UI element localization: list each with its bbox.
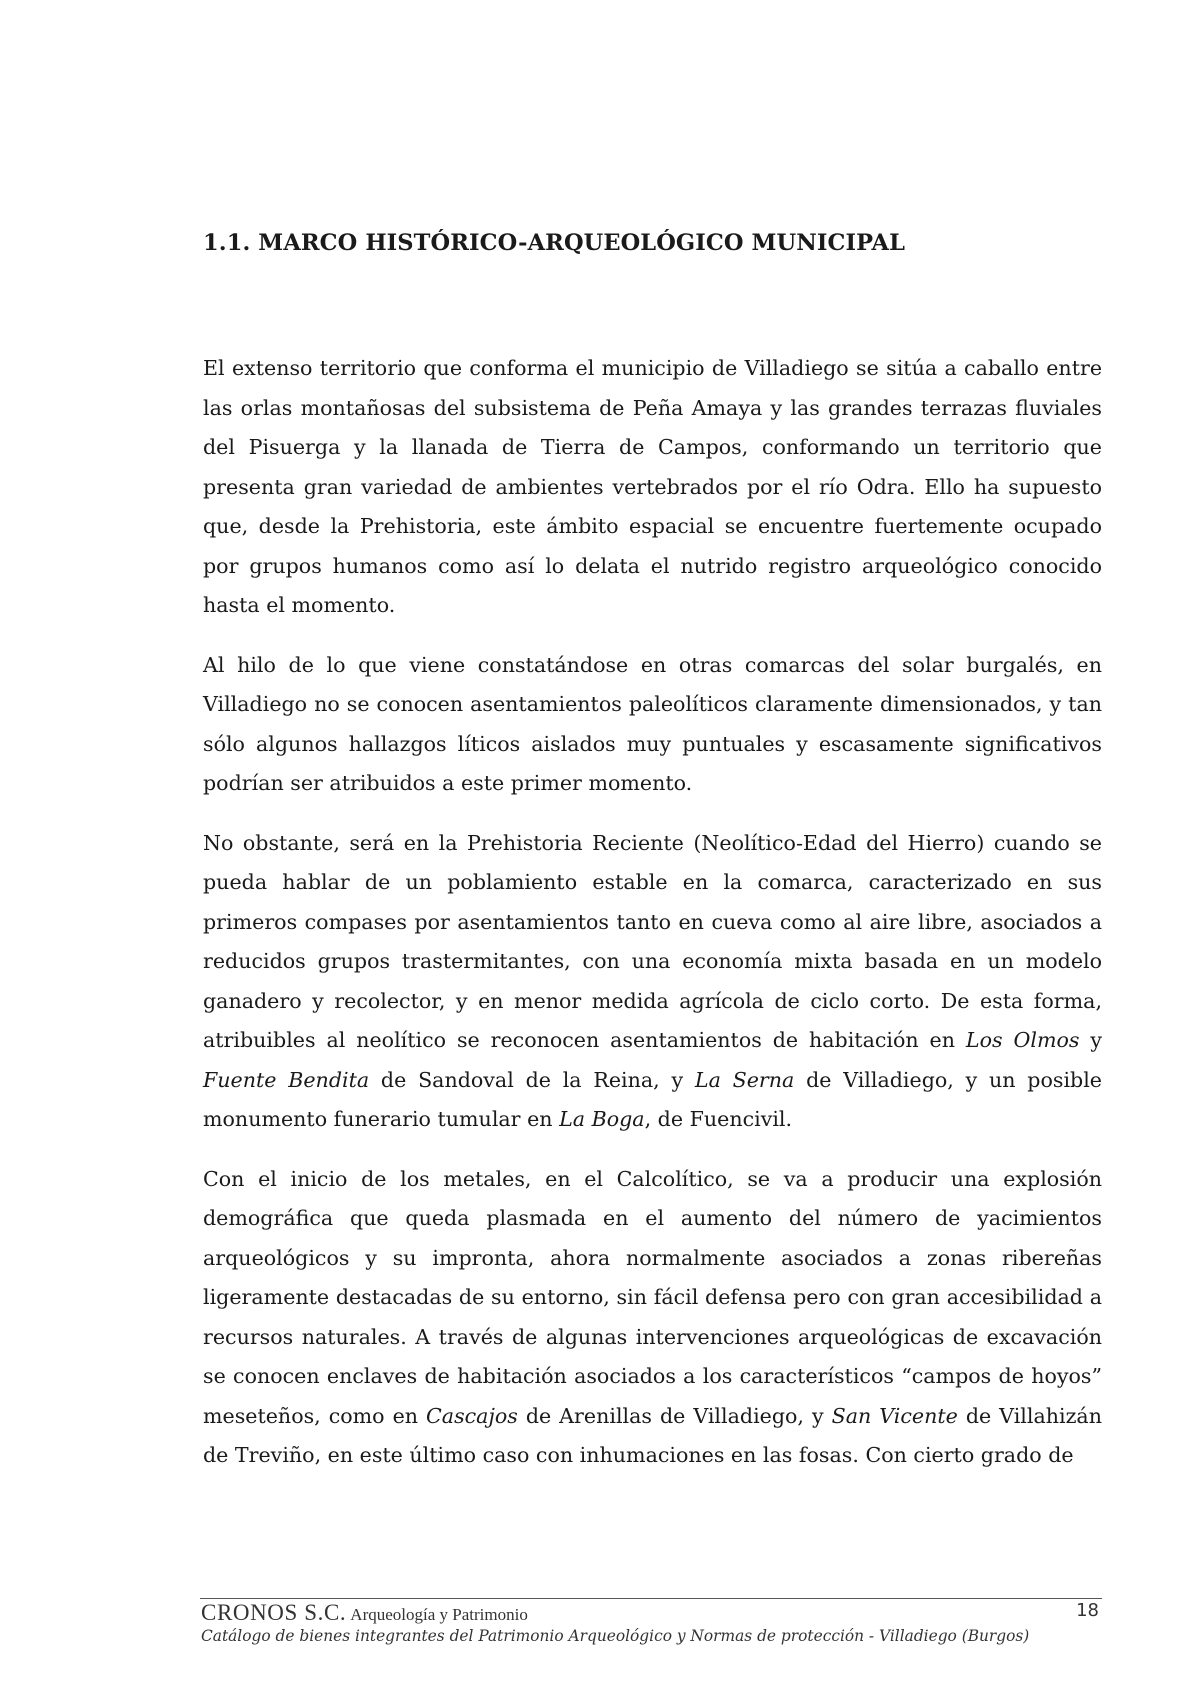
site-name-la-boga: La Boga — [559, 1107, 645, 1131]
site-name-los-olmos: Los Olmos — [965, 1028, 1080, 1052]
paragraph-1: El extenso territorio que conforma el municipio de Villadiego se sitúa a caballo entre las orlas montañosas del subsistema de Peña Amaya y las grandes terrazas fluviales del Pisuerga y la llanada de Tierra de Campos, conformando un territorio que presenta gran variedad de ambientes vertebrados por el río Odra. Ello ha supuesto que, desde la Prehistoria, este ámbito espacial se encuentre fuertemente ocupado por grupos humanos como así lo delata el nutrido registro arqueológico conocido hasta el momento. — [203, 356, 1102, 617]
paragraph-3-text-1: No obstante, será en la Prehistoria Reciente (Neolítico-Edad del Hierro) cuando se pueda hablar de un poblamiento estable en la comarca, caracterizado en sus primeros compases por asentamientos tanto en cueva como al aire libre, asociados a reducidos grupos trastermitantes, con una economía mixta basada en un modelo ganadero y recolector, y en menor medida agrícola de ciclo corto. De esta forma, atribuibles al neolítico se reconocen asentamientos de habitación en — [203, 830, 1102, 1052]
footer-brand: CRONOS S.C. — [201, 1600, 347, 1625]
paragraph-3-text-4: de Villadiego, y un posible monumento funerario tumular en — [203, 1067, 1102, 1131]
site-name-la-serna: La Serna — [694, 1067, 795, 1092]
site-name-cascajos: Cascajos — [426, 1403, 518, 1428]
paragraph-3-text-5: , de Fuencivil. — [644, 1107, 793, 1131]
site-name-fuente-bendita: Fuente Bendita — [203, 1067, 370, 1092]
footer-catalog-title: Catálogo de bienes integrantes del Patrimonio Arqueológico y Normas de protección - Villadiego (Burgos) — [201, 1627, 1030, 1645]
paragraph-4-text-1: Con el inicio de los metales, en el Calcolítico, se va a producir una explosión demográfica que queda plasmada en el aumento del número de yacimientos arqueológicos y su impronta, ahora normalmente asociados a zonas ribereñas ligeramente destacadas de su entorno, sin fácil defensa pero con gran accesibilidad a recursos naturales. A través de algunas intervenciones arqueológicas de excavación se conocen enclaves de habitación asociados a los característicos “campos de hoyos” meseteños, como en — [203, 1166, 1102, 1428]
paragraph-3 — [203, 824, 1102, 1140]
paragraph-3-text-2: y — [1079, 1028, 1102, 1052]
paragraph-3-text-3: de Sandoval de la Reina, y — [369, 1067, 695, 1092]
body-text — [203, 349, 1102, 1476]
paragraph-4 — [203, 1160, 1102, 1476]
paragraph-4-text-3: de Villahizán de Treviño, en este último caso con inhumaciones en las fosas. Con cierto grado de — [203, 1403, 1102, 1467]
paragraph-2: Al hilo de lo que viene constatándose en otras comarcas del solar burgalés, en Villadiego no se conocen asentamientos paleolíticos claramente dimensionados, y tan sólo algunos hallazgos líticos aislados muy puntuales y escasamente significativos podrían ser atribuidos a este primer momento. — [203, 652, 1102, 795]
page-number: 18 — [1076, 1600, 1099, 1621]
site-name-san-vicente: San Vicente — [831, 1403, 958, 1428]
section-heading: 1.1. MARCO HISTÓRICO-ARQUEOLÓGICO MUNICIPAL — [203, 230, 906, 256]
footer-divider — [200, 1598, 1102, 1599]
footer-brand-subtitle: Arqueología y Patrimonio — [350, 1605, 528, 1624]
footer-brand-line — [201, 1600, 1101, 1626]
paragraph-4-text-2: de Arenillas de Villadiego, y — [517, 1403, 832, 1428]
